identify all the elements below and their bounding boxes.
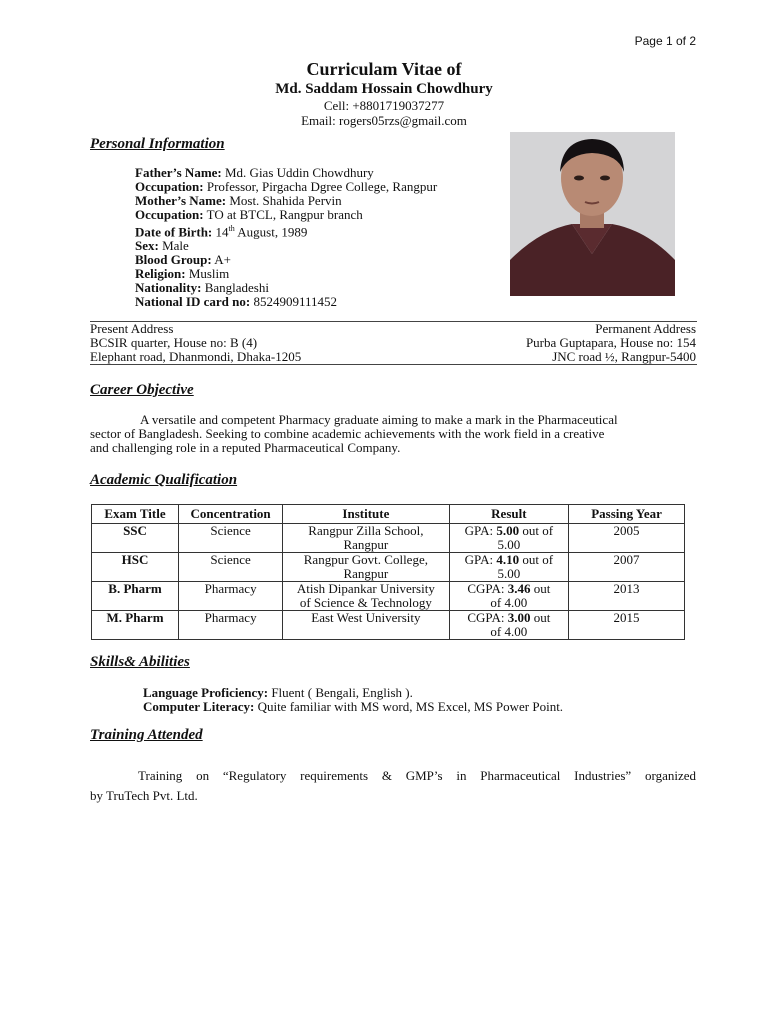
result-prefix: GPA:: [464, 552, 497, 567]
personal-info-list: [135, 166, 437, 309]
passing-year-cell: 2013: [569, 582, 685, 611]
page-number: Page 1 of 2: [634, 34, 696, 48]
result-value: 3.00: [507, 610, 531, 625]
institute-line: Rangpur Zilla School,: [308, 523, 424, 538]
career-objective-text: [90, 413, 694, 455]
pi-label: Occupation:: [135, 207, 204, 222]
result-line2: 5.00: [497, 537, 521, 552]
result-value: 5.00: [496, 523, 520, 538]
training-line: by TruTech Pvt. Ltd.: [90, 788, 198, 803]
present-address-label: Present Address: [90, 321, 174, 336]
institute-cell: [283, 553, 449, 582]
result-value: 4.10: [496, 552, 520, 567]
pi-row-father: [135, 166, 437, 180]
table-row: [92, 582, 685, 611]
passing-year-cell: 2007: [569, 553, 685, 582]
result-prefix: CGPA:: [467, 610, 508, 625]
pi-row-sex: [135, 239, 437, 253]
pi-value: 8524909111452: [250, 294, 337, 310]
pi-value: Male: [158, 238, 189, 254]
passing-year-cell: 2015: [569, 611, 685, 640]
result-line2: of 4.00: [490, 624, 528, 639]
cv-cell: Cell: +8801719037277: [323, 98, 445, 113]
skills-heading: Skills& Abilities: [90, 654, 190, 670]
profile-photo: [510, 132, 675, 296]
present-address: [90, 322, 301, 364]
pi-row-mother-occupation: [135, 208, 437, 222]
institute-cell: [283, 524, 449, 553]
academic-table: [91, 504, 685, 640]
career-line: sector of Bangladesh. Seeking to combine academic achievements with the work field in a creative: [90, 426, 605, 441]
institute-line: of Science & Technology: [299, 595, 432, 610]
pi-value: 14: [212, 224, 229, 240]
concentration-cell: Pharmacy: [179, 611, 283, 640]
institute-line: Rangpur: [343, 537, 389, 552]
cv-header: [0, 58, 768, 128]
pi-value: Bangladeshi: [201, 280, 269, 296]
column-header: Concentration: [179, 505, 283, 524]
pi-row-dob: [135, 222, 437, 239]
concentration-cell: Pharmacy: [179, 582, 283, 611]
pi-value: Md. Gias Uddin Chowdhury: [221, 165, 374, 180]
pi-row-religion: [135, 267, 437, 281]
institute-line: Rangpur Govt. College,: [303, 552, 428, 567]
pi-label: Father’s Name:: [135, 165, 222, 180]
result-line2: 5.00: [497, 566, 521, 581]
institute-line: East West University: [311, 610, 421, 625]
pi-label: Nationality:: [135, 280, 202, 296]
table-row: [92, 524, 685, 553]
permanent-address: [526, 322, 696, 364]
skills-list: [143, 686, 563, 714]
result-value: 3.46: [507, 581, 531, 596]
column-header: Passing Year: [569, 505, 685, 524]
result-line: [452, 524, 566, 538]
cv-name: Md. Saddam Hossain Chowdhury: [275, 81, 493, 97]
present-address-line1: BCSIR quarter, House no: B (4): [90, 335, 258, 350]
result-cell: [449, 582, 568, 611]
pi-row-nid: [135, 295, 437, 309]
profile-photo-image: [510, 132, 675, 296]
result-suffix: out: [530, 610, 551, 625]
result-line2: of 4.00: [490, 595, 528, 610]
pi-label: Date of Birth:: [135, 224, 213, 240]
concentration-cell: Science: [179, 553, 283, 582]
skill-computer: [143, 700, 563, 714]
career-line: A versatile and competent Pharmacy graduate aiming to make a mark in the Pharmaceutical: [140, 412, 618, 427]
address-bottom-divider: [90, 364, 697, 365]
pi-value: A+: [211, 252, 231, 268]
institute-line: Atish Dipankar University: [296, 581, 435, 596]
exam-title-cell: SSC: [92, 524, 179, 553]
pi-value: Most. Shahida Pervin: [226, 193, 342, 208]
table-row: [92, 553, 685, 582]
column-header: Institute: [283, 505, 449, 524]
skill-value: Quite familiar with MS word, MS Excel, MS Power Point.: [254, 699, 564, 714]
pi-value: Professor, Pirgacha Dgree College, Rangpur: [203, 179, 438, 194]
pi-label: Religion:: [135, 266, 186, 282]
result-prefix: GPA:: [464, 523, 497, 538]
result-line: [452, 582, 566, 596]
career-objective-heading: Career Objective: [90, 382, 194, 398]
pi-label: Blood Group:: [135, 252, 212, 268]
table-row: [92, 611, 685, 640]
permanent-address-line2: JNC road ½, Rangpur-5400: [552, 349, 696, 364]
institute-line: Rangpur: [343, 566, 389, 581]
academic-header-row: [92, 505, 685, 524]
skill-label: Language Proficiency:: [143, 685, 269, 700]
personal-info-heading: Personal Information: [90, 136, 225, 152]
result-cell: [449, 524, 568, 553]
permanent-address-label: Permanent Address: [595, 321, 696, 336]
passing-year-cell: 2005: [569, 524, 685, 553]
pi-value-sup: th: [228, 224, 235, 233]
skill-label: Computer Literacy:: [143, 699, 255, 714]
cv-title: Curriculam Vitae of: [306, 59, 462, 79]
result-suffix: out of: [519, 523, 554, 538]
exam-title-cell: B. Pharm: [92, 582, 179, 611]
exam-title-cell: M. Pharm: [92, 611, 179, 640]
result-cell: [449, 611, 568, 640]
result-suffix: out of: [519, 552, 554, 567]
pi-row-blood-group: [135, 253, 437, 267]
skill-value: Fluent ( Bengali, English ).: [268, 685, 413, 700]
pi-row-mother: [135, 194, 437, 208]
pi-row-nationality: [135, 281, 437, 295]
pi-label: Mother’s Name:: [135, 193, 227, 208]
present-address-line2: Elephant road, Dhanmondi, Dhaka-1205: [90, 349, 302, 364]
academic-heading: Academic Qualification: [90, 472, 238, 488]
cv-email: Email: rogers05rzs@gmail.com: [301, 113, 467, 128]
pi-row-father-occupation: [135, 180, 437, 194]
training-line: Training on “Regulatory requirements & GMP’s in Pharmaceutical Industries” organized: [138, 768, 696, 783]
pi-label: Occupation:: [135, 179, 204, 194]
training-text: [90, 766, 696, 806]
result-suffix: out: [530, 581, 551, 596]
result-cell: [449, 553, 568, 582]
pi-value: August, 1989: [234, 224, 308, 240]
skill-language: [143, 686, 563, 700]
pi-label: Sex:: [135, 238, 159, 254]
training-heading: Training Attended: [90, 727, 203, 743]
result-prefix: CGPA:: [467, 581, 508, 596]
result-line: [452, 611, 566, 625]
pi-label: National ID card no:: [135, 294, 251, 310]
concentration-cell: Science: [179, 524, 283, 553]
exam-title-cell: HSC: [92, 553, 179, 582]
column-header: Result: [449, 505, 568, 524]
pi-value: TO at BTCL, Rangpur branch: [203, 207, 363, 222]
result-line: [452, 553, 566, 567]
permanent-address-line1: Purba Guptapara, House no: 154: [525, 335, 696, 350]
column-header: Exam Title: [92, 505, 179, 524]
institute-cell: [283, 611, 449, 640]
institute-cell: [283, 582, 449, 611]
career-line: and challenging role in a reputed Pharmaceutical Company.: [90, 440, 401, 455]
pi-value: Muslim: [185, 266, 230, 282]
